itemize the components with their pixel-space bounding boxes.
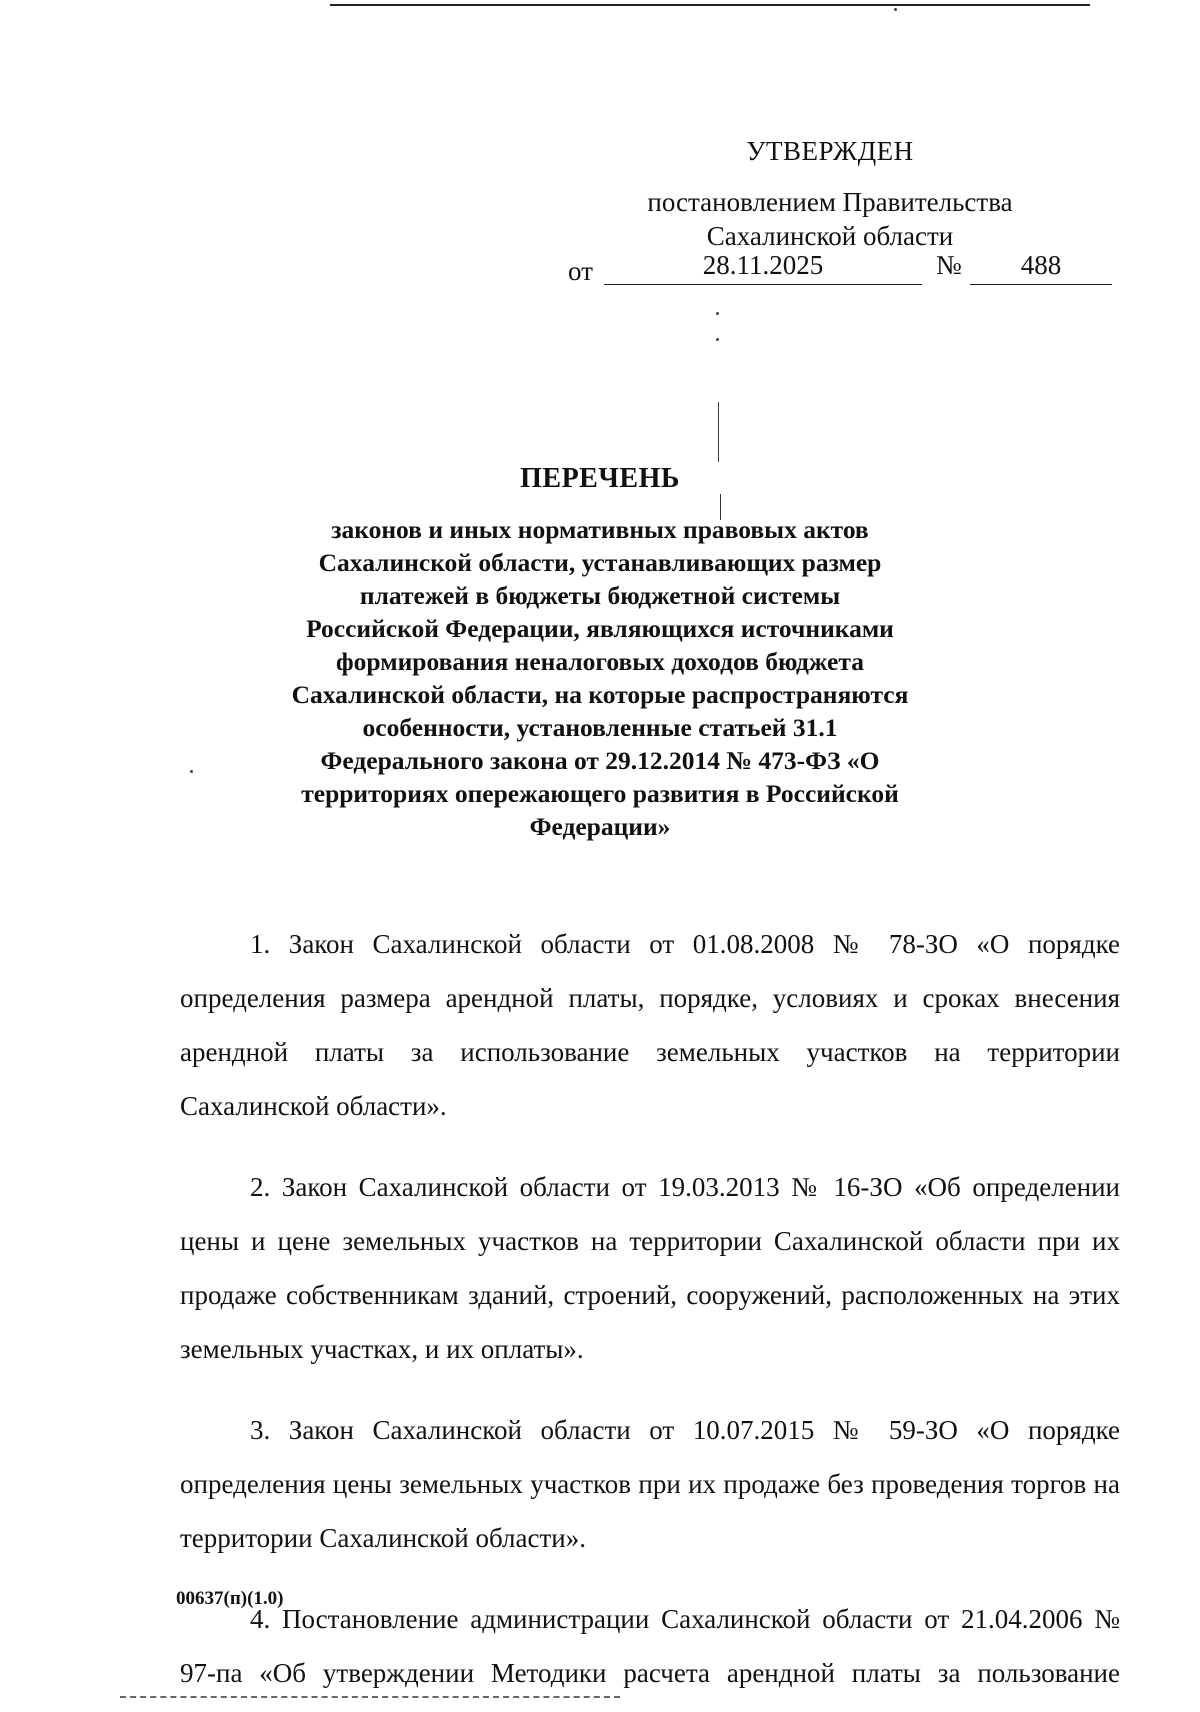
- approval-authority: постановлением Правительства: [647, 187, 1013, 217]
- scan-top-edge: [330, 4, 1090, 6]
- approval-title: УТВЕРЖДЕН: [746, 136, 914, 166]
- list-item: 4. Постановление администрации Сахалинской области от 21.04.2006 № 97-па «Об утверждении Методики расчета арендной платы за пользование: [180, 1604, 1120, 1688]
- subtitle-line: законов и иных нормативных правовых актов: [331, 515, 869, 544]
- subtitle-line: Сахалинской области, на которые распространяются: [291, 680, 909, 709]
- approval-number: 488: [970, 250, 1112, 285]
- scan-speck: [716, 338, 719, 341]
- subtitle-line: территориях опережающего развития в Российской: [301, 779, 899, 808]
- subtitle-line: Федерации»: [529, 812, 671, 841]
- scan-speck: [894, 8, 897, 11]
- subtitle-line: платежей в бюджеты бюджетной системы: [359, 581, 841, 610]
- subtitle-line: формирования неналоговых доходов бюджета: [336, 647, 864, 676]
- approval-date-row: [568, 250, 1128, 290]
- approval-region: Сахалинской области: [706, 221, 954, 251]
- approval-date: 28.11.2025: [604, 250, 922, 285]
- document-subtitle: [270, 513, 930, 843]
- list-item: 1. Закон Сахалинской области от 01.08.2008 № 78-ЗО «О порядке определения размера арендной платы, порядке, условиях и сроках внесения арендной платы за использование земельных участков на территории Сахалинской области».: [180, 929, 1120, 1121]
- scan-bottom-edge: [120, 1696, 620, 1698]
- scan-fold-mark: [718, 402, 719, 462]
- legal-acts-list: [180, 917, 1120, 1712]
- subtitle-line: Российской Федерации, являющихся источниками: [306, 614, 894, 643]
- scan-speck: [716, 312, 719, 315]
- list-item: 3. Закон Сахалинской области от 10.07.2015 № 59-ЗО «О порядке определения цены земельных участков при их продаже без проведения торгов на территории Сахалинской области».: [180, 1415, 1120, 1553]
- scan-speck: [190, 770, 193, 773]
- list-item: 2. Закон Сахалинской области от 19.03.2013 № 16-ЗО «Об определении цены и цене земельных участков на территории Сахалинской области при их продаже собственникам зданий, строений, сооружений, расположенных на этих земельных участках, и их оплаты».: [180, 1172, 1120, 1364]
- document-code: 00637(п)(1.0): [176, 1588, 284, 1609]
- from-label: от: [568, 256, 593, 286]
- subtitle-line: Федерального закона от 29.12.2014 № 473-ФЗ «О: [320, 746, 880, 775]
- subtitle-line: особенности, установленные статьей 31.1: [362, 713, 838, 742]
- subtitle-line: Сахалинской области, устанавливающих размер: [318, 548, 882, 577]
- number-sign: №: [936, 250, 962, 280]
- document-title: ПЕРЕЧЕНЬ: [520, 463, 680, 494]
